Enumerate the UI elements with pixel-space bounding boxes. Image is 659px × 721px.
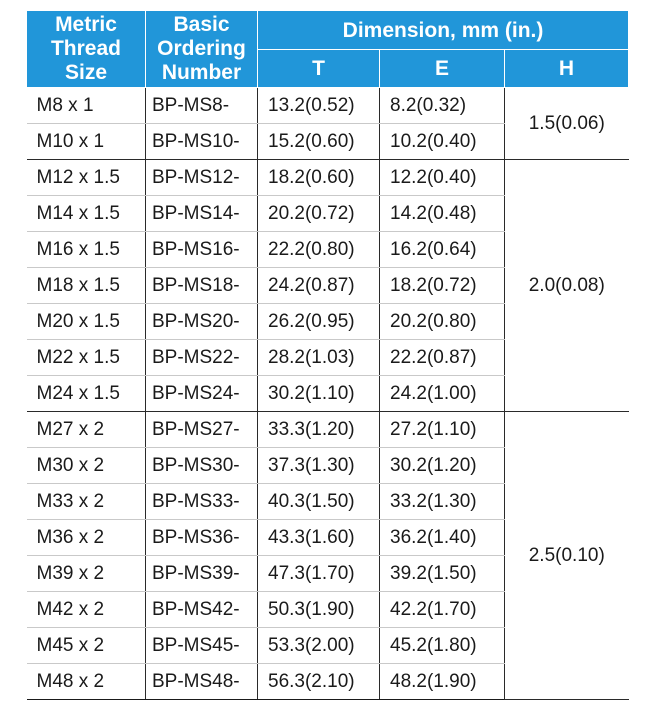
thread-size-cell: M42 x 2 xyxy=(27,592,146,628)
t-dimension-cell: 18.2(0.60) xyxy=(258,160,380,196)
e-dimension-cell: 30.2(1.20) xyxy=(380,448,505,484)
header-ordering-number-line: Ordering xyxy=(157,37,246,60)
thread-size-cell: M12 x 1.5 xyxy=(27,160,146,196)
header-ordering-number-line: Number xyxy=(161,61,242,84)
e-dimension-cell: 33.2(1.30) xyxy=(380,484,505,520)
e-dimension-cell: 42.2(1.70) xyxy=(380,592,505,628)
t-dimension-cell: 56.3(2.10) xyxy=(258,664,380,700)
h-dimension-cell: 2.0(0.08) xyxy=(505,160,629,412)
thread-size-cell: M14 x 1.5 xyxy=(27,196,146,232)
h-dimension-cell: 1.5(0.06) xyxy=(505,88,629,160)
e-dimension-cell: 27.2(1.10) xyxy=(380,412,505,448)
ordering-number-cell: BP-MS14- xyxy=(146,196,258,232)
ordering-number-cell: BP-MS16- xyxy=(146,232,258,268)
thread-size-cell: M33 x 2 xyxy=(27,484,146,520)
table-row xyxy=(27,160,629,196)
ordering-number-cell: BP-MS42- xyxy=(146,592,258,628)
thread-size-cell: M39 x 2 xyxy=(27,556,146,592)
ordering-number-cell: BP-MS22- xyxy=(146,340,258,376)
thread-size-cell: M8 x 1 xyxy=(27,88,146,124)
t-dimension-cell: 22.2(0.80) xyxy=(258,232,380,268)
ordering-number-cell: BP-MS27- xyxy=(146,412,258,448)
header-ordering-number xyxy=(146,11,258,88)
header-h: H xyxy=(505,50,629,88)
thread-size-cell: M10 x 1 xyxy=(27,124,146,160)
header-row-top xyxy=(27,11,629,50)
t-dimension-cell: 28.2(1.03) xyxy=(258,340,380,376)
e-dimension-cell: 22.2(0.87) xyxy=(380,340,505,376)
thread-size-cell: M48 x 2 xyxy=(27,664,146,700)
t-dimension-cell: 53.3(2.00) xyxy=(258,628,380,664)
ordering-number-cell: BP-MS39- xyxy=(146,556,258,592)
ordering-number-cell: BP-MS33- xyxy=(146,484,258,520)
t-dimension-cell: 30.2(1.10) xyxy=(258,376,380,412)
table-row xyxy=(27,412,629,448)
t-dimension-cell: 15.2(0.60) xyxy=(258,124,380,160)
thread-size-cell: M18 x 1.5 xyxy=(27,268,146,304)
header-thread-size xyxy=(27,11,146,88)
t-dimension-cell: 24.2(0.87) xyxy=(258,268,380,304)
ordering-number-cell: BP-MS45- xyxy=(146,628,258,664)
thread-size-cell: M24 x 1.5 xyxy=(27,376,146,412)
t-dimension-cell: 47.3(1.70) xyxy=(258,556,380,592)
t-dimension-cell: 33.3(1.20) xyxy=(258,412,380,448)
t-dimension-cell: 20.2(0.72) xyxy=(258,196,380,232)
table-body xyxy=(27,88,629,700)
t-dimension-cell: 50.3(1.90) xyxy=(258,592,380,628)
ordering-number-cell: BP-MS36- xyxy=(146,520,258,556)
table-row xyxy=(27,88,629,124)
thread-dimension-table xyxy=(26,10,629,700)
header-thread-size-line: Thread xyxy=(50,37,121,60)
e-dimension-cell: 16.2(0.64) xyxy=(380,232,505,268)
e-dimension-cell: 14.2(0.48) xyxy=(380,196,505,232)
e-dimension-cell: 36.2(1.40) xyxy=(380,520,505,556)
e-dimension-cell: 24.2(1.00) xyxy=(380,376,505,412)
ordering-number-cell: BP-MS8- xyxy=(146,88,258,124)
header-dimension: Dimension, mm (in.) xyxy=(258,11,629,50)
thread-size-cell: M30 x 2 xyxy=(27,448,146,484)
t-dimension-cell: 43.3(1.60) xyxy=(258,520,380,556)
e-dimension-cell: 45.2(1.80) xyxy=(380,628,505,664)
e-dimension-cell: 12.2(0.40) xyxy=(380,160,505,196)
header-t: T xyxy=(258,50,380,88)
thread-size-cell: M27 x 2 xyxy=(27,412,146,448)
header-thread-size-line: Size xyxy=(64,61,108,84)
t-dimension-cell: 37.3(1.30) xyxy=(258,448,380,484)
thread-size-cell: M36 x 2 xyxy=(27,520,146,556)
thread-size-cell: M16 x 1.5 xyxy=(27,232,146,268)
t-dimension-cell: 40.3(1.50) xyxy=(258,484,380,520)
thread-size-cell: M20 x 1.5 xyxy=(27,304,146,340)
h-dimension-cell: 2.5(0.10) xyxy=(505,412,629,700)
ordering-number-cell: BP-MS10- xyxy=(146,124,258,160)
e-dimension-cell: 20.2(0.80) xyxy=(380,304,505,340)
thread-size-cell: M45 x 2 xyxy=(27,628,146,664)
ordering-number-cell: BP-MS18- xyxy=(146,268,258,304)
e-dimension-cell: 18.2(0.72) xyxy=(380,268,505,304)
e-dimension-cell: 39.2(1.50) xyxy=(380,556,505,592)
ordering-number-cell: BP-MS24- xyxy=(146,376,258,412)
ordering-number-cell: BP-MS48- xyxy=(146,664,258,700)
ordering-number-cell: BP-MS20- xyxy=(146,304,258,340)
header-e: E xyxy=(380,50,505,88)
e-dimension-cell: 48.2(1.90) xyxy=(380,664,505,700)
t-dimension-cell: 13.2(0.52) xyxy=(258,88,380,124)
e-dimension-cell: 8.2(0.32) xyxy=(380,88,505,124)
table-header xyxy=(27,11,629,88)
header-thread-size-line: Metric xyxy=(55,13,117,36)
t-dimension-cell: 26.2(0.95) xyxy=(258,304,380,340)
header-ordering-number-line: Basic xyxy=(173,13,230,36)
e-dimension-cell: 10.2(0.40) xyxy=(380,124,505,160)
ordering-number-cell: BP-MS30- xyxy=(146,448,258,484)
ordering-number-cell: BP-MS12- xyxy=(146,160,258,196)
thread-size-cell: M22 x 1.5 xyxy=(27,340,146,376)
